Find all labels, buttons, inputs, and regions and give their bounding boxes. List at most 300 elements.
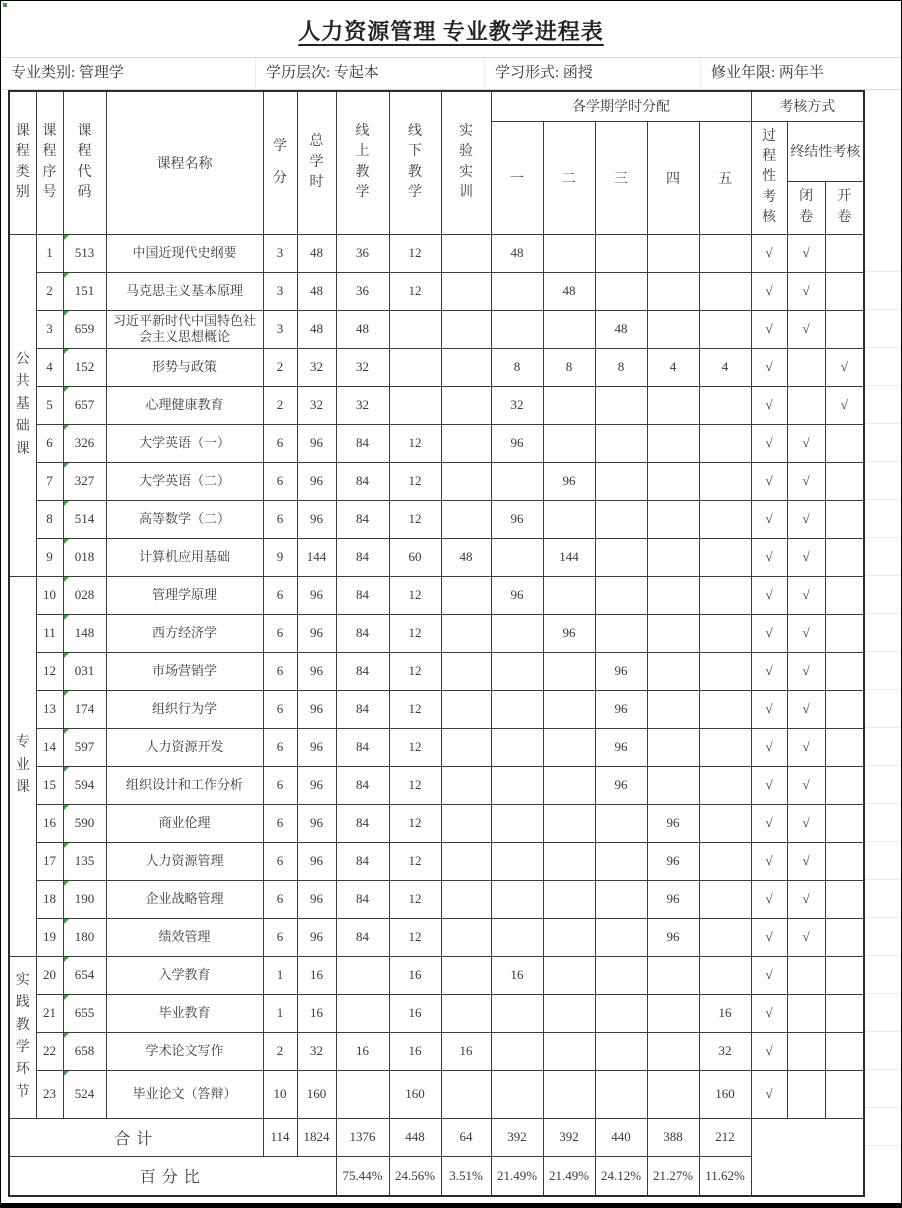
- offline-hours: [389, 348, 441, 386]
- total-hours: 96: [297, 880, 336, 918]
- lab-hours: [441, 652, 491, 690]
- course-name: 毕业教育: [106, 994, 263, 1032]
- sem-2: [543, 804, 595, 842]
- course-name: 人力资源管理: [106, 842, 263, 880]
- process-check: √: [751, 652, 787, 690]
- online-hours: 84: [336, 462, 389, 500]
- lab-hours: [441, 804, 491, 842]
- course-row: [9, 1070, 864, 1118]
- open-check: [825, 614, 864, 652]
- course-row: [9, 728, 864, 766]
- sem-5: [699, 956, 751, 994]
- offline-hours: 12: [389, 500, 441, 538]
- course-no: 1: [36, 234, 63, 272]
- lab-hours: [441, 424, 491, 462]
- open-check: [825, 880, 864, 918]
- course-row: [9, 1032, 864, 1070]
- closed-check: √: [787, 538, 825, 576]
- lab-hours: [441, 918, 491, 956]
- sem-3: [595, 1070, 647, 1118]
- course-code: 180: [63, 918, 106, 956]
- sem-3: 96: [595, 652, 647, 690]
- offline-hours: 12: [389, 918, 441, 956]
- lab-hours: 48: [441, 538, 491, 576]
- course-row: [9, 766, 864, 804]
- course-row: [9, 956, 864, 994]
- totals-label: 合计: [9, 1118, 263, 1156]
- online-hours: 84: [336, 690, 389, 728]
- sem-4: [647, 234, 699, 272]
- section-label: [9, 956, 36, 1118]
- process-check: √: [751, 1070, 787, 1118]
- sem-5: [699, 728, 751, 766]
- closed-check: [787, 348, 825, 386]
- col-header-credits: [263, 91, 297, 234]
- sem-4: [647, 1032, 699, 1070]
- course-code: 028: [63, 576, 106, 614]
- online-hours: 84: [336, 804, 389, 842]
- lab-hours: [441, 310, 491, 348]
- sem-5: [699, 500, 751, 538]
- credits: 3: [263, 234, 297, 272]
- col-header-closed: [787, 181, 825, 234]
- closed-check: √: [787, 424, 825, 462]
- course-code: 151: [63, 272, 106, 310]
- closed-check: √: [787, 918, 825, 956]
- totals-online: 1376: [336, 1118, 389, 1156]
- course-no: 14: [36, 728, 63, 766]
- course-name: 计算机应用基础: [106, 538, 263, 576]
- col-header-lab-label: 实验实训: [459, 124, 473, 201]
- offline-hours: 12: [389, 462, 441, 500]
- course-name: 人力资源开发: [106, 728, 263, 766]
- credits: 2: [263, 348, 297, 386]
- closed-check: [787, 1032, 825, 1070]
- course-no: 20: [36, 956, 63, 994]
- offline-hours: 160: [389, 1070, 441, 1118]
- sem-3: [595, 386, 647, 424]
- course-no: 4: [36, 348, 63, 386]
- percent-sem-5: 11.62%: [699, 1156, 751, 1196]
- sem-5: [699, 386, 751, 424]
- percent-offline: 24.56%: [389, 1156, 441, 1196]
- online-hours: 84: [336, 500, 389, 538]
- process-check: √: [751, 918, 787, 956]
- course-row: [9, 918, 864, 956]
- col-header-process: [751, 121, 787, 234]
- total-hours: 16: [297, 956, 336, 994]
- open-check: [825, 234, 864, 272]
- cell-comment-marker: [64, 653, 69, 658]
- process-check: √: [751, 994, 787, 1032]
- sem-2: [543, 1070, 595, 1118]
- sem-4: [647, 272, 699, 310]
- process-check: √: [751, 386, 787, 424]
- cell-comment-marker: [64, 1071, 69, 1076]
- col-header-sem-1: 一: [491, 121, 543, 234]
- credits: 2: [263, 386, 297, 424]
- course-no: 17: [36, 842, 63, 880]
- cell-comment-marker: [64, 349, 69, 354]
- cell-comment-marker: [64, 235, 69, 240]
- lab-hours: [441, 842, 491, 880]
- course-no: 12: [36, 652, 63, 690]
- col-header-sem-2: 二: [543, 121, 595, 234]
- total-hours: 96: [297, 690, 336, 728]
- open-check: √: [825, 348, 864, 386]
- sem-4: 96: [647, 880, 699, 918]
- offline-hours: 12: [389, 614, 441, 652]
- sem-4: [647, 652, 699, 690]
- credits: 3: [263, 272, 297, 310]
- open-check: [825, 462, 864, 500]
- sem-2: [543, 652, 595, 690]
- sem-3: [595, 918, 647, 956]
- lab-hours: [441, 1070, 491, 1118]
- total-hours: 96: [297, 462, 336, 500]
- lab-hours: [441, 272, 491, 310]
- col-header-sem-3: 三: [595, 121, 647, 234]
- sheet-gridlines: [865, 234, 901, 1169]
- sem-4: [647, 690, 699, 728]
- total-hours: 96: [297, 804, 336, 842]
- sem-5: [699, 462, 751, 500]
- section-label-text: 专业课: [15, 735, 30, 796]
- credits: 6: [263, 804, 297, 842]
- sem-2: [543, 728, 595, 766]
- lab-hours: [441, 614, 491, 652]
- course-name: 组织设计和工作分析: [106, 766, 263, 804]
- total-hours: 96: [297, 614, 336, 652]
- total-hours: 32: [297, 1032, 336, 1070]
- total-hours: 96: [297, 652, 336, 690]
- sem-2: 144: [543, 538, 595, 576]
- course-row: [9, 880, 864, 918]
- lab-hours: [441, 576, 491, 614]
- sem-3: 96: [595, 766, 647, 804]
- course-code: 657: [63, 386, 106, 424]
- course-row: [9, 462, 864, 500]
- sem-4: [647, 310, 699, 348]
- course-code: 597: [63, 728, 106, 766]
- sem-3: [595, 880, 647, 918]
- online-hours: [336, 1070, 389, 1118]
- totals-sem-4: 388: [647, 1118, 699, 1156]
- closed-check: √: [787, 766, 825, 804]
- course-name: 心理健康教育: [106, 386, 263, 424]
- course-no: 7: [36, 462, 63, 500]
- course-row: [9, 804, 864, 842]
- col-header-offline: [389, 91, 441, 234]
- col-header-open-label: 开卷: [837, 189, 852, 225]
- lab-hours: [441, 234, 491, 272]
- sem-4: 96: [647, 918, 699, 956]
- course-code: 513: [63, 234, 106, 272]
- sem-1: [491, 538, 543, 576]
- sem-5: [699, 576, 751, 614]
- course-code: 590: [63, 804, 106, 842]
- credits: 6: [263, 842, 297, 880]
- sem-4: [647, 614, 699, 652]
- course-name: 大学英语（一）: [106, 424, 263, 462]
- credits: 10: [263, 1070, 297, 1118]
- online-hours: 84: [336, 576, 389, 614]
- cell-comment-marker: [64, 577, 69, 582]
- open-check: [825, 766, 864, 804]
- sem-2: [543, 424, 595, 462]
- cell-comment-marker: [64, 843, 69, 848]
- course-code: 135: [63, 842, 106, 880]
- open-check: [825, 994, 864, 1032]
- process-check: √: [751, 842, 787, 880]
- course-no: 10: [36, 576, 63, 614]
- lab-hours: [441, 880, 491, 918]
- credits: 6: [263, 880, 297, 918]
- sem-3: [595, 424, 647, 462]
- total-hours: 48: [297, 272, 336, 310]
- info-study-form: 学习形式: 函授: [485, 58, 701, 89]
- sem-1: 96: [491, 424, 543, 462]
- totals-hours: 1824: [297, 1118, 336, 1156]
- sem-3: 96: [595, 690, 647, 728]
- course-no: 5: [36, 386, 63, 424]
- col-header-category: [9, 91, 36, 234]
- course-no: 8: [36, 500, 63, 538]
- sem-3: [595, 234, 647, 272]
- sheet-corner-marker: [3, 3, 7, 7]
- cell-comment-marker: [64, 691, 69, 696]
- group-header-exam: 考核方式: [751, 91, 864, 121]
- cell-comment-marker: [64, 919, 69, 924]
- credits: 6: [263, 766, 297, 804]
- sem-3: [595, 956, 647, 994]
- online-hours: 84: [336, 880, 389, 918]
- col-header-online-label: 线上教学: [355, 124, 370, 201]
- sem-2: [543, 956, 595, 994]
- open-check: [825, 272, 864, 310]
- offline-hours: 12: [389, 842, 441, 880]
- lab-hours: 16: [441, 1032, 491, 1070]
- offline-hours: 16: [389, 994, 441, 1032]
- col-header-code: [63, 91, 106, 234]
- credits: 6: [263, 728, 297, 766]
- info-edu-level: 学历层次: 专起本: [256, 58, 485, 89]
- offline-hours: 12: [389, 690, 441, 728]
- credits: 6: [263, 614, 297, 652]
- totals-credits: 114: [263, 1118, 297, 1156]
- course-row: [9, 652, 864, 690]
- course-code: 326: [63, 424, 106, 462]
- online-hours: 84: [336, 614, 389, 652]
- percents-label: 百分比: [9, 1156, 336, 1196]
- percent-sem-4: 21.27%: [647, 1156, 699, 1196]
- offline-hours: [389, 386, 441, 424]
- closed-check: √: [787, 576, 825, 614]
- sem-1: [491, 310, 543, 348]
- course-code: 152: [63, 348, 106, 386]
- sem-4: [647, 728, 699, 766]
- cell-comment-marker: [64, 311, 69, 316]
- sem-2: [543, 500, 595, 538]
- cell-comment-marker: [64, 805, 69, 810]
- course-code: 655: [63, 994, 106, 1032]
- percents-row: [9, 1156, 864, 1196]
- process-check: √: [751, 728, 787, 766]
- sem-3: [595, 614, 647, 652]
- open-check: [825, 728, 864, 766]
- course-name: 市场营销学: [106, 652, 263, 690]
- course-row: [9, 842, 864, 880]
- col-header-category-label: 课程类别: [15, 124, 30, 201]
- online-hours: [336, 994, 389, 1032]
- cell-comment-marker: [64, 729, 69, 734]
- course-code: 654: [63, 956, 106, 994]
- process-check: √: [751, 462, 787, 500]
- sem-1: [491, 804, 543, 842]
- credits: 6: [263, 918, 297, 956]
- col-header-credits-label: 学分: [273, 138, 287, 186]
- sem-1: [491, 766, 543, 804]
- course-name: 入学教育: [106, 956, 263, 994]
- sem-3: 48: [595, 310, 647, 348]
- totals-sem-1: 392: [491, 1118, 543, 1156]
- sem-2: 48: [543, 272, 595, 310]
- offline-hours: 12: [389, 576, 441, 614]
- sem-3: 96: [595, 728, 647, 766]
- totals-sem-3: 440: [595, 1118, 647, 1156]
- cell-comment-marker: [64, 995, 69, 1000]
- course-name: 毕业论文（答辩）: [106, 1070, 263, 1118]
- col-header-online: [336, 91, 389, 234]
- sem-1: [491, 272, 543, 310]
- online-hours: 16: [336, 1032, 389, 1070]
- total-hours: 96: [297, 728, 336, 766]
- process-check: √: [751, 348, 787, 386]
- sem-2: [543, 234, 595, 272]
- sem-1: [491, 842, 543, 880]
- offline-hours: 12: [389, 880, 441, 918]
- lab-hours: [441, 348, 491, 386]
- closed-check: [787, 1070, 825, 1118]
- lab-hours: [441, 690, 491, 728]
- sem-5: 32: [699, 1032, 751, 1070]
- sem-5: [699, 804, 751, 842]
- total-hours: 32: [297, 386, 336, 424]
- closed-check: √: [787, 690, 825, 728]
- closed-check: √: [787, 500, 825, 538]
- sem-1: 8: [491, 348, 543, 386]
- sem-5: 16: [699, 994, 751, 1032]
- sem-1: [491, 728, 543, 766]
- sem-4: [647, 576, 699, 614]
- course-no: 19: [36, 918, 63, 956]
- course-no: 13: [36, 690, 63, 728]
- section-label-text: 实践教学环节: [15, 972, 30, 1100]
- process-check: √: [751, 766, 787, 804]
- course-no: 23: [36, 1070, 63, 1118]
- col-header-total: [297, 91, 336, 234]
- course-code: 148: [63, 614, 106, 652]
- totals-sem-5: 212: [699, 1118, 751, 1156]
- course-code: 594: [63, 766, 106, 804]
- sem-4: [647, 994, 699, 1032]
- course-name: 高等数学（二）: [106, 500, 263, 538]
- group-header-final: 终结性考核: [787, 121, 864, 181]
- sem-1: [491, 880, 543, 918]
- course-name: 绩效管理: [106, 918, 263, 956]
- total-hours: 48: [297, 310, 336, 348]
- process-check: √: [751, 424, 787, 462]
- sem-1: [491, 462, 543, 500]
- online-hours: 84: [336, 842, 389, 880]
- sem-4: [647, 386, 699, 424]
- online-hours: 32: [336, 348, 389, 386]
- online-hours: 84: [336, 652, 389, 690]
- credits: 1: [263, 956, 297, 994]
- sem-1: 32: [491, 386, 543, 424]
- sem-5: [699, 424, 751, 462]
- course-row: [9, 272, 864, 310]
- course-no: 6: [36, 424, 63, 462]
- course-row: [9, 310, 864, 348]
- page-title: 人力资源管理 专业教学进程表: [298, 19, 604, 44]
- course-no: 22: [36, 1032, 63, 1070]
- course-row: [9, 348, 864, 386]
- course-name: 大学英语（二）: [106, 462, 263, 500]
- credits: 6: [263, 500, 297, 538]
- lab-hours: [441, 728, 491, 766]
- lab-hours: [441, 994, 491, 1032]
- process-check: √: [751, 500, 787, 538]
- credits: 6: [263, 576, 297, 614]
- col-header-no-label: 课程序号: [42, 124, 57, 201]
- sem-2: [543, 310, 595, 348]
- open-check: [825, 804, 864, 842]
- sem-4: 96: [647, 842, 699, 880]
- total-hours: 96: [297, 424, 336, 462]
- col-header-closed-label: 闭卷: [799, 189, 814, 225]
- sem-1: 96: [491, 500, 543, 538]
- totals-lab: 64: [441, 1118, 491, 1156]
- closed-check: [787, 956, 825, 994]
- total-hours: 96: [297, 842, 336, 880]
- total-hours: 96: [297, 918, 336, 956]
- sem-5: [699, 918, 751, 956]
- sem-3: [595, 576, 647, 614]
- course-code: 514: [63, 500, 106, 538]
- sem-1: [491, 652, 543, 690]
- online-hours: 32: [336, 386, 389, 424]
- course-code: 327: [63, 462, 106, 500]
- group-header-semesters: 各学期学时分配: [491, 91, 751, 121]
- credits: 6: [263, 690, 297, 728]
- sem-4: 4: [647, 348, 699, 386]
- open-check: [825, 690, 864, 728]
- sem-4: [647, 500, 699, 538]
- sem-3: 8: [595, 348, 647, 386]
- credits: 2: [263, 1032, 297, 1070]
- sem-4: [647, 1070, 699, 1118]
- online-hours: 48: [336, 310, 389, 348]
- percent-sem-3: 24.12%: [595, 1156, 647, 1196]
- total-hours: 32: [297, 348, 336, 386]
- sem-5: [699, 614, 751, 652]
- sem-2: [543, 880, 595, 918]
- course-row: [9, 424, 864, 462]
- course-name: 企业战略管理: [106, 880, 263, 918]
- offline-hours: 16: [389, 1032, 441, 1070]
- section-label-text: 公共基础课: [15, 352, 30, 457]
